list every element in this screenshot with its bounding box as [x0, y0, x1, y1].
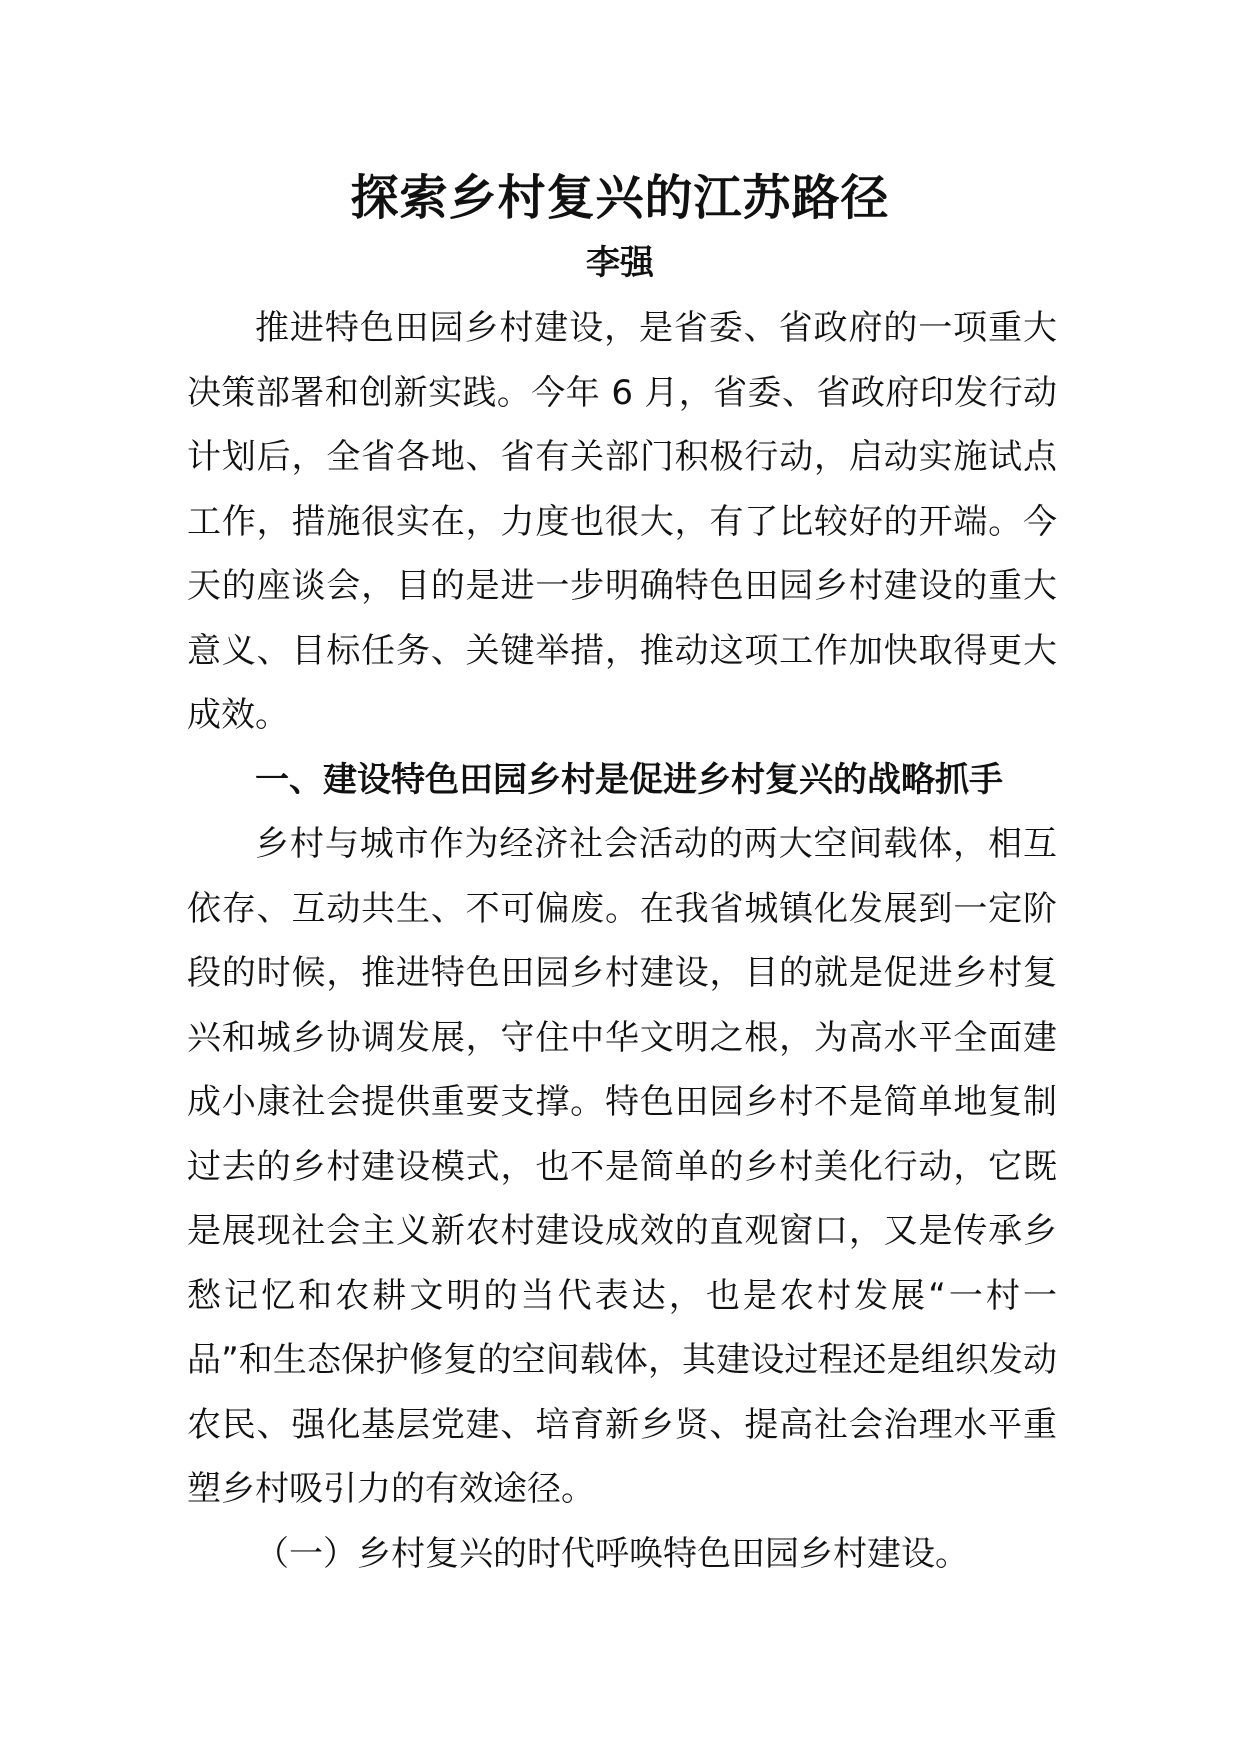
document-title: 探索乡村复兴的江苏路径 — [350, 170, 890, 226]
document-author: 李强 — [586, 243, 654, 283]
section-heading-1: 一、建设特色田园乡村是促进乡村复兴的战略抓手 — [255, 759, 1003, 800]
document-body — [187, 296, 1057, 1586]
paragraph-section-1: 乡村与城市作为经济社会活动的两大空间载体，相互依存、互动共生、不可偏废。在我省城镇化发展到一定阶段的时候，推进特色田园乡村建设，目的就是促进乡村复兴和城乡协调发展，守住中华文明之根，为高水平全面建成小康社会提供重要支撑。特色田园乡村不是简单地复制过去的乡村建设模式，也不是简单的乡村美化行动，它既是展现社会主义新农村建设成效的直观窗口，又是传承乡愁记忆和农耕文明的当代表达，也是农村发展“一村一品”和生态保护修复的空间载体，其建设过程还是组织发动农民、强化基层党建、培育新乡贤、提高社会治理水平重塑乡村吸引力的有效途径。 — [187, 824, 1057, 1509]
subsection-heading-1: （一）乡村复兴的时代呼唤特色田园乡村建设。 — [255, 1533, 969, 1574]
paragraph-intro: 推进特色田园乡村建设，是省委、省政府的一项重大决策部署和创新实践。今年 6 月，省委、省政府印发行动计划后，全省各地、省有关部门积极行动，启动实施试点工作，措施很实在，力度也很大，有了比较好的开端。今天的座谈会，目的是进一步明确特色田园乡村建设的重大意义、目标任务、关键举措，推动这项工作加快取得更大成效。 — [187, 308, 1057, 735]
